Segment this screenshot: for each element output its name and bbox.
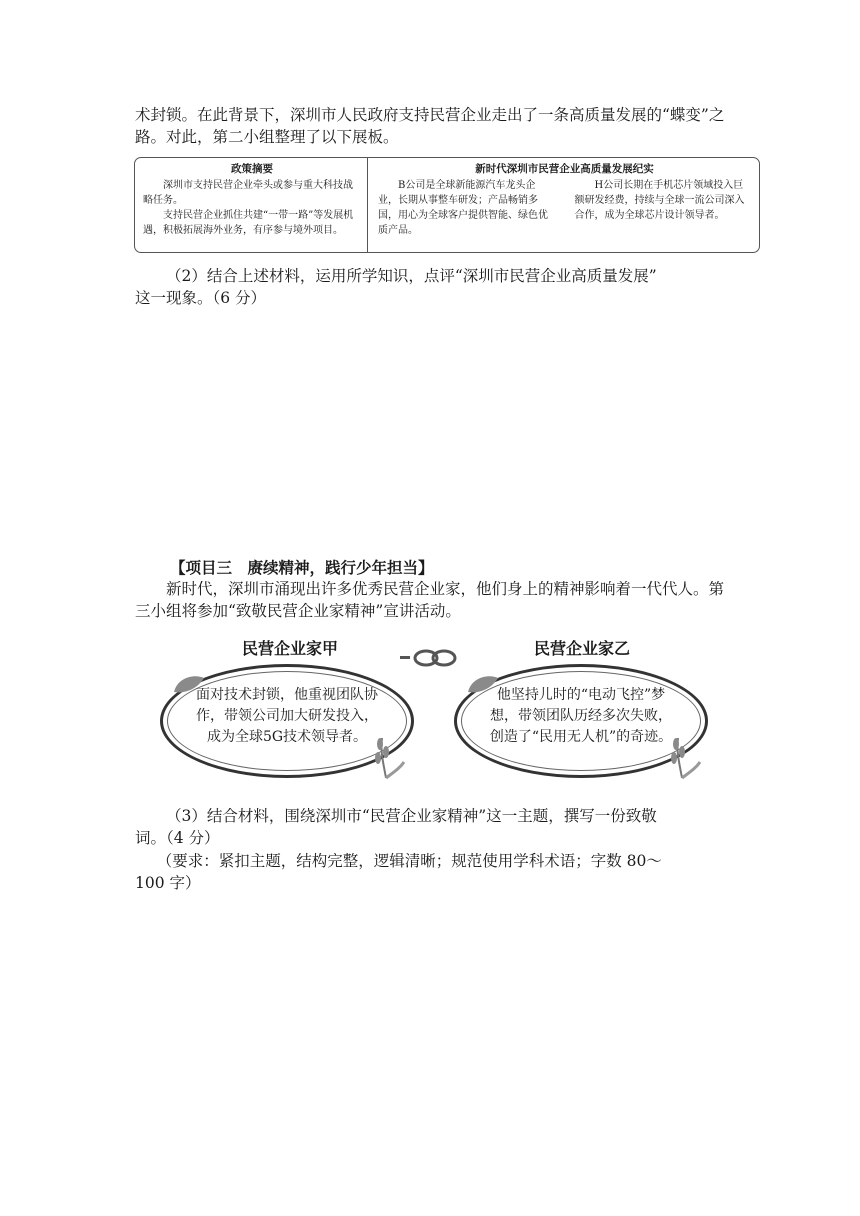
intro-paragraph: 术封锁。在此背景下，深圳市人民政府支持民营企业走出了一条高质量发展的“蝶变”之路。对此，第二小组整理了以下展板。 [135, 106, 725, 146]
question-3-line-1: （3）结合材料，围绕深圳市“民营企业家精神”这一主题，撰写一份致敬 [166, 807, 657, 825]
company-b-text: B公司是全球新能源汽车龙头企业，长期从事整车研发；产品畅销多国，用心为全球客户提供智能、绿色优质产品。 [378, 180, 548, 236]
development-record-title: 新时代深圳市民营企业高质量发展纪实 [475, 163, 654, 175]
wheat-icon [366, 732, 406, 780]
question-3-line-2: 词。（4 分） [135, 829, 220, 847]
entrepreneur-figure [150, 632, 710, 782]
wheat-icon [662, 732, 702, 780]
leaf-icon [466, 672, 500, 696]
policy-item-2: 支持民营企业抓住共建“一带一路”等发展机遇，积极拓展海外业务，有序参与境外项目。 [143, 210, 354, 236]
entrepreneur-b-text: 他坚持儿时的“电动飞控”梦想，带领团队历经多次失败，创造了“民用无人机”的奇迹。 [489, 687, 673, 745]
policy-summary [135, 158, 368, 252]
policy-item-1: 深圳市支持民营企业牵头或参与重大科技战略任务。 [143, 180, 353, 206]
project-3-heading: 【项目三 赓续精神，践行少年担当】 [170, 558, 434, 577]
display-board [134, 157, 760, 253]
entrepreneur-a-title: 民营企业家甲 [242, 639, 339, 658]
development-record [368, 158, 759, 252]
policy-summary-title: 政策摘要 [231, 163, 273, 175]
project-3-intro: 新时代，深圳市涌现出许多优秀民营企业家，他们身上的精神影响着一代代人。第三小组将参加“致敬民营企业家精神”宣讲活动。 [135, 580, 725, 620]
question-3-requirement-1: （要求：紧扣主题，结构完整，逻辑清晰；规范使用学科术语；字数 80～ [156, 852, 662, 870]
leaf-icon [172, 672, 206, 696]
entrepreneur-b-title: 民营企业家乙 [534, 639, 631, 658]
question-2-line-2: 这一现象。（6 分） [135, 289, 267, 307]
chain-link-icon [400, 646, 464, 670]
question-2-line-1: （2）结合上述材料，运用所学知识，点评“深圳市民营企业高质量发展” [166, 267, 657, 285]
question-3-requirement-2: 100 字） [135, 874, 201, 892]
company-h-text: H公司长期在手机芯片领域投入巨额研发经费，持续与全球一流公司深入合作，成为全球芯片设计领导者。 [574, 180, 745, 221]
entrepreneur-a-text: 面对技术封锁，他重视团队协作，带领公司加大研发投入，成为全球5G技术领导者。 [196, 687, 378, 745]
